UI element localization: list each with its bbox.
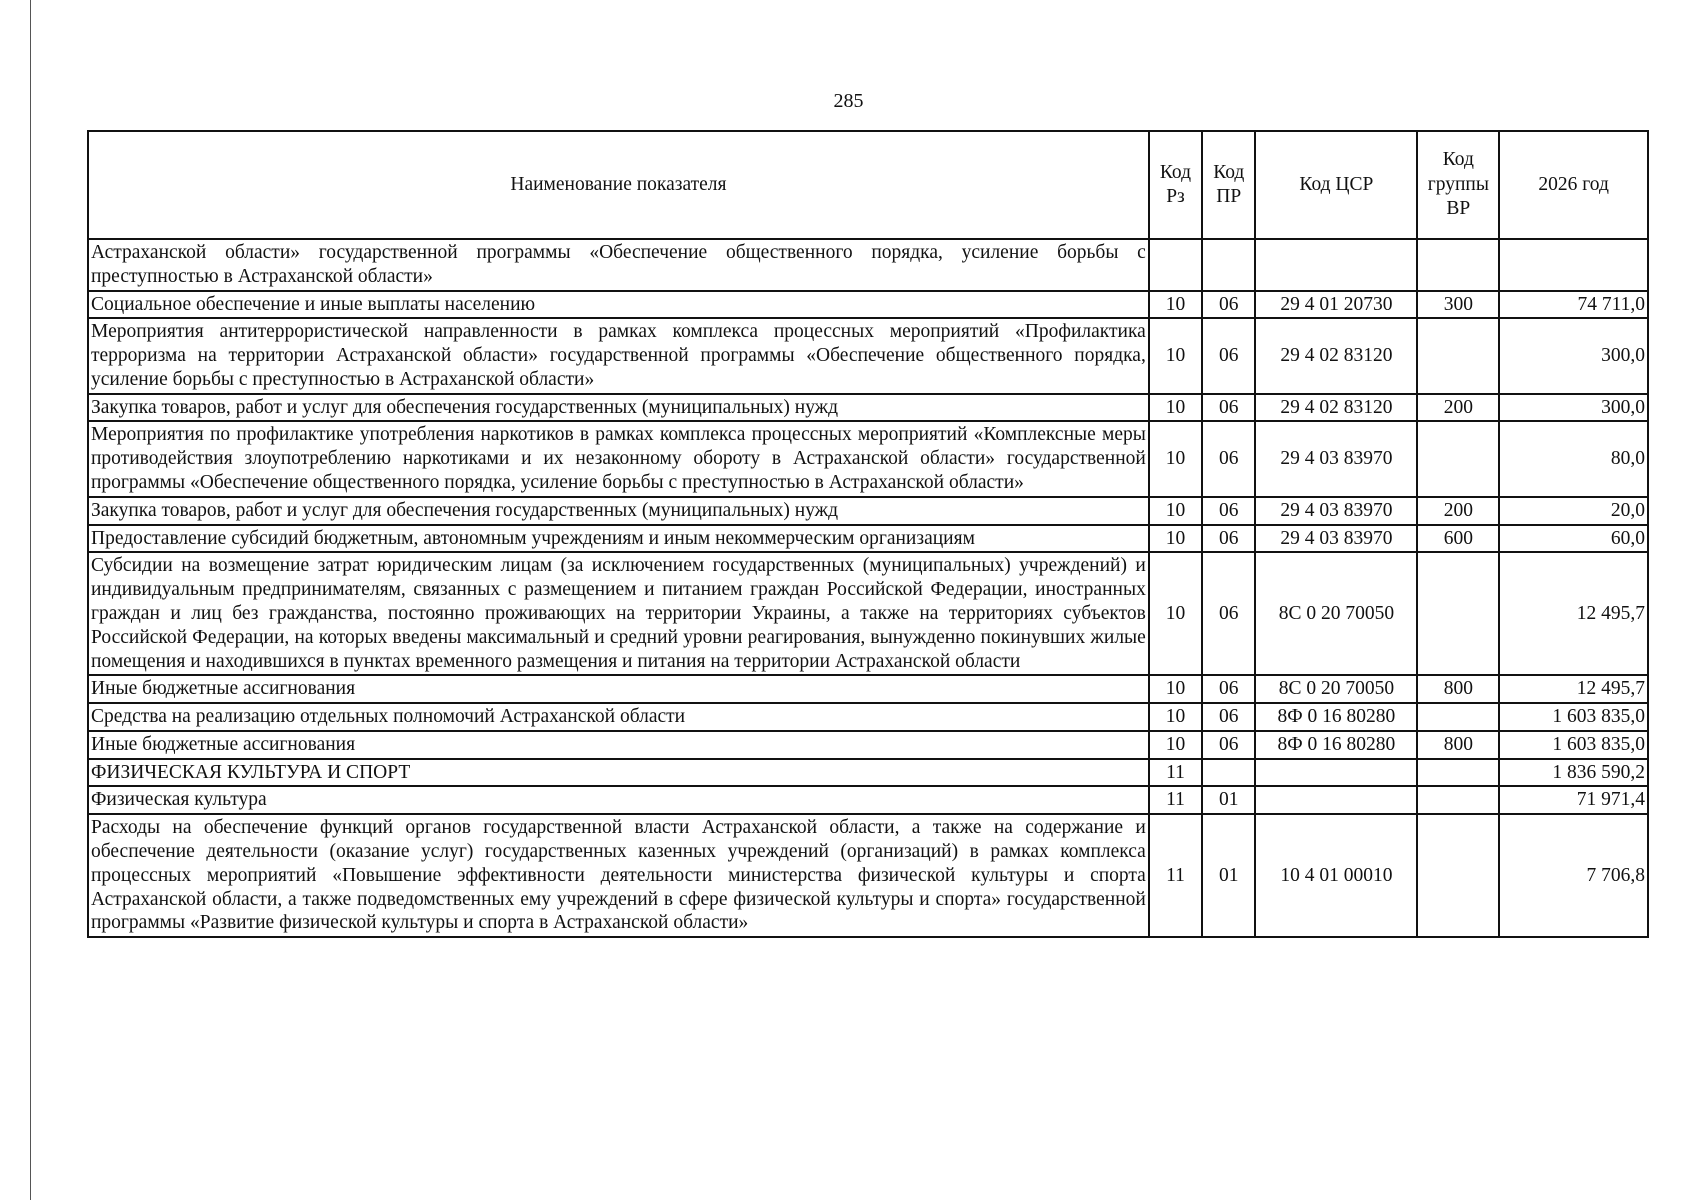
- row-vr: 800: [1417, 731, 1499, 759]
- row-pr: 06: [1202, 421, 1255, 496]
- header-pr: Код ПР: [1202, 131, 1255, 239]
- table-row: [88, 786, 1648, 814]
- row-pr: 01: [1202, 786, 1255, 814]
- row-amount: 1 603 835,0: [1499, 731, 1648, 759]
- header-csr: Код ЦСР: [1255, 131, 1417, 239]
- row-pr: [1202, 759, 1255, 787]
- row-vr: 300: [1417, 291, 1499, 319]
- row-rz: 11: [1149, 814, 1202, 937]
- row-vr: 200: [1417, 394, 1499, 422]
- row-vr: [1417, 786, 1499, 814]
- header-rz: Код Рз: [1149, 131, 1202, 239]
- row-rz: 10: [1149, 394, 1202, 422]
- row-amount: 80,0: [1499, 421, 1648, 496]
- row-rz: 10: [1149, 318, 1202, 393]
- row-rz: 10: [1149, 291, 1202, 319]
- row-name: Иные бюджетные ассигнования: [88, 731, 1149, 759]
- row-amount: 12 495,7: [1499, 552, 1648, 675]
- row-rz: 11: [1149, 759, 1202, 787]
- row-name: Астраханской области» государственной программы «Обеспечение общественного порядка, усиление борьбы с преступностью в Астраханской области»: [88, 239, 1149, 291]
- row-csr: [1255, 786, 1417, 814]
- table-header-row: [88, 131, 1648, 239]
- row-pr: [1202, 239, 1255, 291]
- header-name: Наименование показателя: [88, 131, 1149, 239]
- row-vr: [1417, 318, 1499, 393]
- row-name: ФИЗИЧЕСКАЯ КУЛЬТУРА И СПОРТ: [88, 759, 1149, 787]
- row-csr: 29 4 03 83970: [1255, 525, 1417, 553]
- header-year: 2026 год: [1499, 131, 1648, 239]
- row-csr: 8С 0 20 70050: [1255, 552, 1417, 675]
- row-name: Предоставление субсидий бюджетным, автономным учреждениям и иным некоммерческим организациям: [88, 525, 1149, 553]
- row-vr: [1417, 421, 1499, 496]
- row-rz: 10: [1149, 675, 1202, 703]
- row-amount: 300,0: [1499, 394, 1648, 422]
- row-pr: 06: [1202, 525, 1255, 553]
- row-amount: 60,0: [1499, 525, 1648, 553]
- row-rz: 10: [1149, 421, 1202, 496]
- table-row: [88, 291, 1648, 319]
- row-amount: 71 971,4: [1499, 786, 1648, 814]
- table-row: [88, 703, 1648, 731]
- row-amount: 300,0: [1499, 318, 1648, 393]
- row-vr: [1417, 759, 1499, 787]
- row-pr: 06: [1202, 552, 1255, 675]
- table-row: [88, 239, 1648, 291]
- row-amount: 7 706,8: [1499, 814, 1648, 937]
- row-csr: 29 4 01 20730: [1255, 291, 1417, 319]
- row-amount: 1 603 835,0: [1499, 703, 1648, 731]
- table-row: [88, 675, 1648, 703]
- row-pr: 06: [1202, 318, 1255, 393]
- row-pr: 06: [1202, 675, 1255, 703]
- header-vr: Код группы ВР: [1417, 131, 1499, 239]
- row-pr: 01: [1202, 814, 1255, 937]
- row-amount: 1 836 590,2: [1499, 759, 1648, 787]
- row-csr: 10 4 01 00010: [1255, 814, 1417, 937]
- row-name: Закупка товаров, работ и услуг для обеспечения государственных (муниципальных) нужд: [88, 394, 1149, 422]
- row-rz: 11: [1149, 786, 1202, 814]
- row-name: Социальное обеспечение и иные выплаты населению: [88, 291, 1149, 319]
- table-row: [88, 525, 1648, 553]
- row-vr: 800: [1417, 675, 1499, 703]
- table-row: [88, 814, 1648, 937]
- row-name: Физическая культура: [88, 786, 1149, 814]
- row-name: Расходы на обеспечение функций органов государственной власти Астраханской области, а также на содержание и обеспечение деятельности (оказание услуг) государственных казенных учреждений (организаций) в рамках комплекса процессных мероприятий «Повышение эффективности деятельности министерства физической культуры и спорта Астраханской области, а также подведомственных ему учреждений в сфере физической культуры и спорта» государственной программы «Развитие физической культуры и спорта в Астраханской области»: [88, 814, 1149, 937]
- row-csr: 8Ф 0 16 80280: [1255, 703, 1417, 731]
- table-row: [88, 497, 1648, 525]
- row-rz: 10: [1149, 703, 1202, 731]
- row-rz: [1149, 239, 1202, 291]
- row-amount: 74 711,0: [1499, 291, 1648, 319]
- row-pr: 06: [1202, 394, 1255, 422]
- row-name: Мероприятия антитеррористической направленности в рамках комплекса процессных мероприятий «Профилактика терроризма на территории Астраханской области» государственной программы «Обеспечение общественного порядка, усиление борьбы с преступностью в Астраханской области»: [88, 318, 1149, 393]
- row-rz: 10: [1149, 497, 1202, 525]
- row-csr: 8С 0 20 70050: [1255, 675, 1417, 703]
- row-vr: [1417, 814, 1499, 937]
- row-name: Субсидии на возмещение затрат юридическим лицам (за исключением государственных (муниципальных) учреждений) и индивидуальным предпринимателям, связанных с размещением и питанием граждан Российской Федерации, иностранных граждан и лиц без гражданства, постоянно проживающих на территории Украины, а также на территориях субъектов Российской Федерации, на которых введены максимальный и средний уровни реагирования, вынужденно покинувших жилые помещения и находившихся в пунктах временного размещения и питания на территории Астраханской области: [88, 552, 1149, 675]
- row-csr: 8Ф 0 16 80280: [1255, 731, 1417, 759]
- row-name: Иные бюджетные ассигнования: [88, 675, 1149, 703]
- table-row: [88, 552, 1648, 675]
- row-vr: [1417, 239, 1499, 291]
- row-csr: 29 4 02 83120: [1255, 394, 1417, 422]
- row-vr: 600: [1417, 525, 1499, 553]
- row-vr: [1417, 552, 1499, 675]
- row-name: Мероприятия по профилактике употребления наркотиков в рамках комплекса процессных мероприятий «Комплексные меры противодействия злоупотреблению наркотиками и их незаконному обороту в Астраханской области» государственной программы «Обеспечение общественного порядка, усиление борьбы с преступностью в Астраханской области»: [88, 421, 1149, 496]
- row-amount: 12 495,7: [1499, 675, 1648, 703]
- row-vr: [1417, 703, 1499, 731]
- row-name: Средства на реализацию отдельных полномочий Астраханской области: [88, 703, 1149, 731]
- row-rz: 10: [1149, 552, 1202, 675]
- table-row: [88, 318, 1648, 393]
- row-csr: 29 4 03 83970: [1255, 421, 1417, 496]
- table-row: [88, 421, 1648, 496]
- row-vr: 200: [1417, 497, 1499, 525]
- row-amount: 20,0: [1499, 497, 1648, 525]
- page-number: 285: [833, 90, 864, 112]
- row-amount: [1499, 239, 1648, 291]
- table-row: [88, 759, 1648, 787]
- row-csr: [1255, 239, 1417, 291]
- row-csr: [1255, 759, 1417, 787]
- row-pr: 06: [1202, 703, 1255, 731]
- table-row: [88, 731, 1648, 759]
- page-margin-line: [30, 0, 31, 1200]
- budget-table: [87, 130, 1649, 938]
- row-rz: 10: [1149, 525, 1202, 553]
- row-name: Закупка товаров, работ и услуг для обеспечения государственных (муниципальных) нужд: [88, 497, 1149, 525]
- row-rz: 10: [1149, 731, 1202, 759]
- row-pr: 06: [1202, 291, 1255, 319]
- row-pr: 06: [1202, 497, 1255, 525]
- table-row: [88, 394, 1648, 422]
- row-csr: 29 4 03 83970: [1255, 497, 1417, 525]
- row-csr: 29 4 02 83120: [1255, 318, 1417, 393]
- row-pr: 06: [1202, 731, 1255, 759]
